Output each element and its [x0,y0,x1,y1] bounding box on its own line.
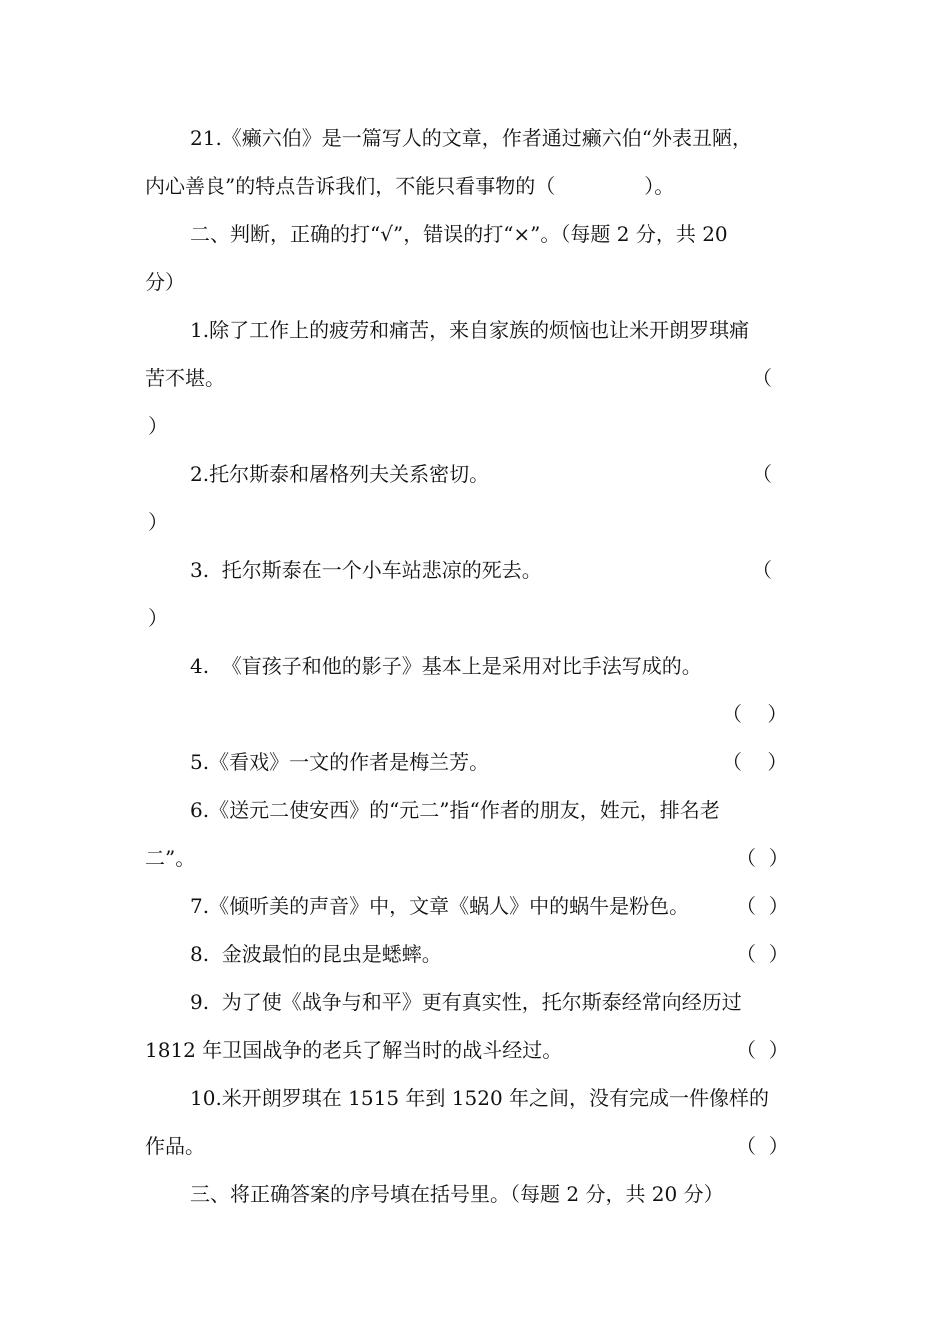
judge-1-paren-close: ） [148,414,168,438]
judge-3-line1: 3. 托尔斯泰在一个小车站悲凉的死去。 [190,558,542,582]
judge-9-paren: （ ） [736,1038,789,1062]
q21-line1: 21.《癞六伯》是一篇写人的文章，作者通过癞六伯“外表丑陋， [190,126,753,150]
q21-line2: 内心善良”的特点告诉我们，不能只看事物的（ ）。 [145,174,675,198]
judge-10-line2: 作品。 [145,1134,205,1158]
judge-6-paren: （ ） [736,846,789,870]
judge-3-paren-close: ） [148,606,168,630]
judge-9-line1: 9. 为了使《战争与和平》更有真实性，托尔斯泰经常向经历过 [190,990,742,1014]
sec2-heading-line2: 分） [145,270,185,294]
judge-7-line1: 7.《倾听美的声音》中，文章《蜗人》中的蜗牛是粉色。 [190,894,690,918]
judge-2-paren-open: （ [752,462,772,486]
judge-1-line2: 苦不堪。 [145,366,225,390]
judge-10-line1: 10.米开朗罗琪在 1515 年到 1520 年之间，没有完成一件像样的 [190,1086,770,1110]
judge-7-paren: （ ） [736,894,789,918]
judge-5-line1: 5.《看戏》一文的作者是梅兰芳。 [190,750,490,774]
judge-1-paren-open: （ [752,366,772,390]
judge-4-paren: （ ） [722,702,788,726]
judge-3-paren-open: （ [752,558,772,582]
judge-5-paren: （ ） [722,750,788,774]
judge-10-paren: （ ） [736,1134,789,1158]
judge-1-line1: 1.除了工作上的疲劳和痛苦，来自家族的烦恼也让米开朗罗琪痛 [190,318,750,342]
judge-2-line1: 2.托尔斯泰和屠格列夫关系密切。 [190,462,490,486]
judge-6-line1: 6.《送元二使安西》的“元二”指“作者的朋友，姓元，排名老 [190,798,720,822]
judge-6-line2: 二”。 [145,846,196,870]
judge-4-line1: 4. 《盲孩子和他的影子》基本上是采用对比手法写成的。 [190,654,702,678]
judge-9-line2: 1812 年卫国战争的老兵了解当时的战斗经过。 [145,1038,563,1062]
sec3-heading: 三、将正确答案的序号填在括号里。（每题 2 分，共 20 分） [190,1182,724,1206]
judge-2-paren-close: ） [148,510,168,534]
judge-8-line1: 8. 金波最怕的昆虫是蟋蟀。 [190,942,442,966]
sec2-heading-line1: 二、判断，正确的打“√”，错误的打“×”。（每题 2 分，共 20 [190,222,728,246]
judge-8-paren: （ ） [736,942,789,966]
